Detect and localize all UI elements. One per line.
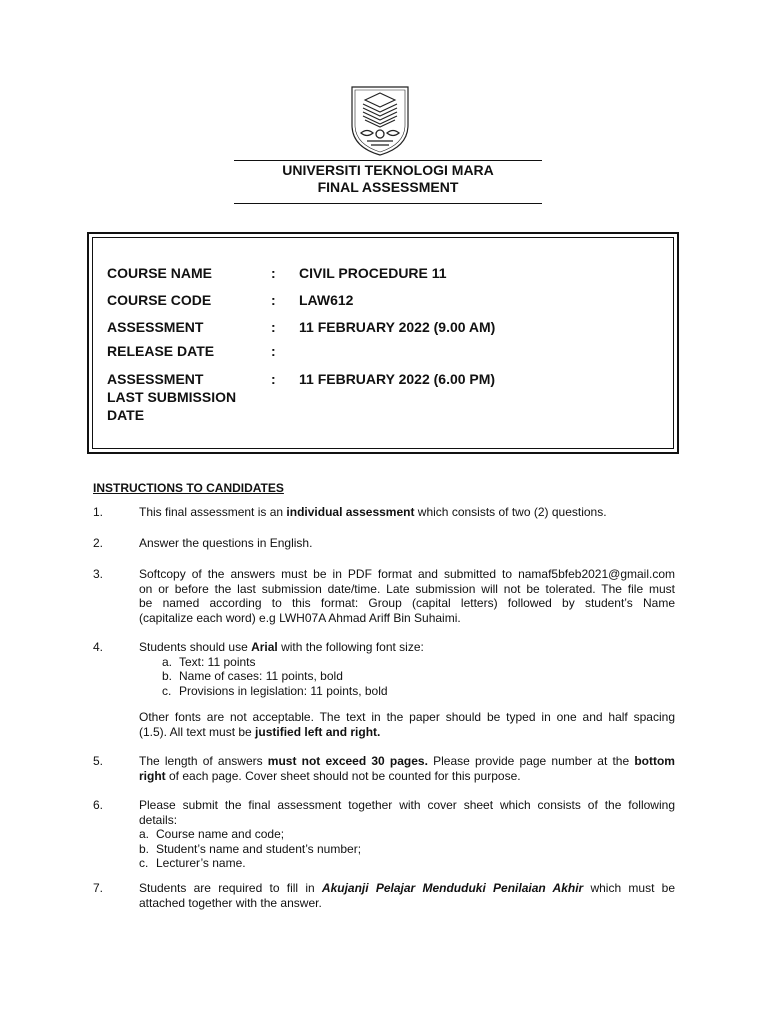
item-text: Students should use Arial with the following font size: a. Text: 11 points b. Name of cases: 11 points, bold c. Provisions in legislation: 11 points, bold [139,640,675,698]
item-number: 2. [93,536,104,550]
item-number: 5. [93,754,104,768]
item-text: The length of answers must not exceed 30 pages. Please provide page number at the bottom right of each page. Cover sheet should not be counted for this purpose. [139,754,675,783]
header-top-rule [234,160,542,161]
submission-date-label-line2: LAST SUBMISSION [107,389,237,405]
item-text: Answer the questions in English. [139,536,313,550]
item-number: 7. [93,881,104,895]
item-text: Students are required to fill in Akujanji Pelajar Menduduki Penilaian Akhir which must be attached together with the answer. [139,881,675,910]
sub-item-a: a. Course name and code; [139,827,285,841]
course-code-colon: : [271,292,276,308]
university-name: UNIVERSITI TEKNOLOGI MARA [282,162,494,178]
release-date-label-line2: RELEASE DATE [107,343,215,359]
item-number: 3. [93,567,104,581]
course-name-value: CIVIL PROCEDURE 11 [299,265,447,281]
instructions-heading: INSTRUCTIONS TO CANDIDATES [93,481,284,495]
sub-item-b: b. Student’s name and student’s number; [139,841,362,856]
course-code-label: COURSE CODE [107,292,212,308]
sub-item-c: c. Lecturer’s name. [139,856,246,870]
submission-date-colon: : [271,371,276,387]
sub-item-a: a. Text: 11 points [162,654,256,669]
submission-date-label-line3: DATE [107,407,145,423]
submission-date-value: 11 FEBRUARY 2022 (6.00 PM) [299,371,496,387]
course-code-value: LAW612 [299,292,354,308]
item-number: 1. [93,505,104,519]
uitm-crest-logo [349,85,411,157]
release-date-value: 11 FEBRUARY 2022 (9.00 AM) [299,319,496,335]
course-name-label: COURSE NAME [107,265,213,281]
item-number: 4. [93,640,104,654]
item-text: Please submit the final assessment together with cover sheet which consists of the following details: a. Course name and code; b. Student’s name and student’s number; c. Lecturer’s name. [139,798,675,870]
submission-date-label-line1: ASSESSMENT [107,371,204,387]
document-title [234,162,542,196]
item-text: Softcopy of the answers must be in PDF format and submitted to namaf5bfeb2021@gmail.com on or before the last submission date/time. Late submission will not be tolerated. The file must be named according to this format: Group (capital letters) followed by student’s Name (capitalize each word) e.g LWH07A Ahmad Ariff Bin Suhaimi. [139,567,675,625]
item-note-text: Other fonts are not acceptable. The text in the paper should be typed in one and half spacing (1.5). All text must be justified left and right. [139,710,675,739]
header-bottom-rule [234,203,542,204]
sub-item-c: c. Provisions in legislation: 11 points, bold [162,683,388,698]
course-name-colon: : [271,265,276,281]
item-number: 6. [93,798,104,812]
release-date-colon-2: : [271,343,276,359]
item-text: This final assessment is an individual assessment which consists of two (2) questions. [139,505,607,519]
assessment-type: FINAL ASSESSMENT [317,179,459,195]
release-date-colon: : [271,319,276,335]
sub-item-b: b. Name of cases: 11 points, bold [162,669,343,683]
release-date-label-line1: ASSESSMENT [107,319,204,335]
